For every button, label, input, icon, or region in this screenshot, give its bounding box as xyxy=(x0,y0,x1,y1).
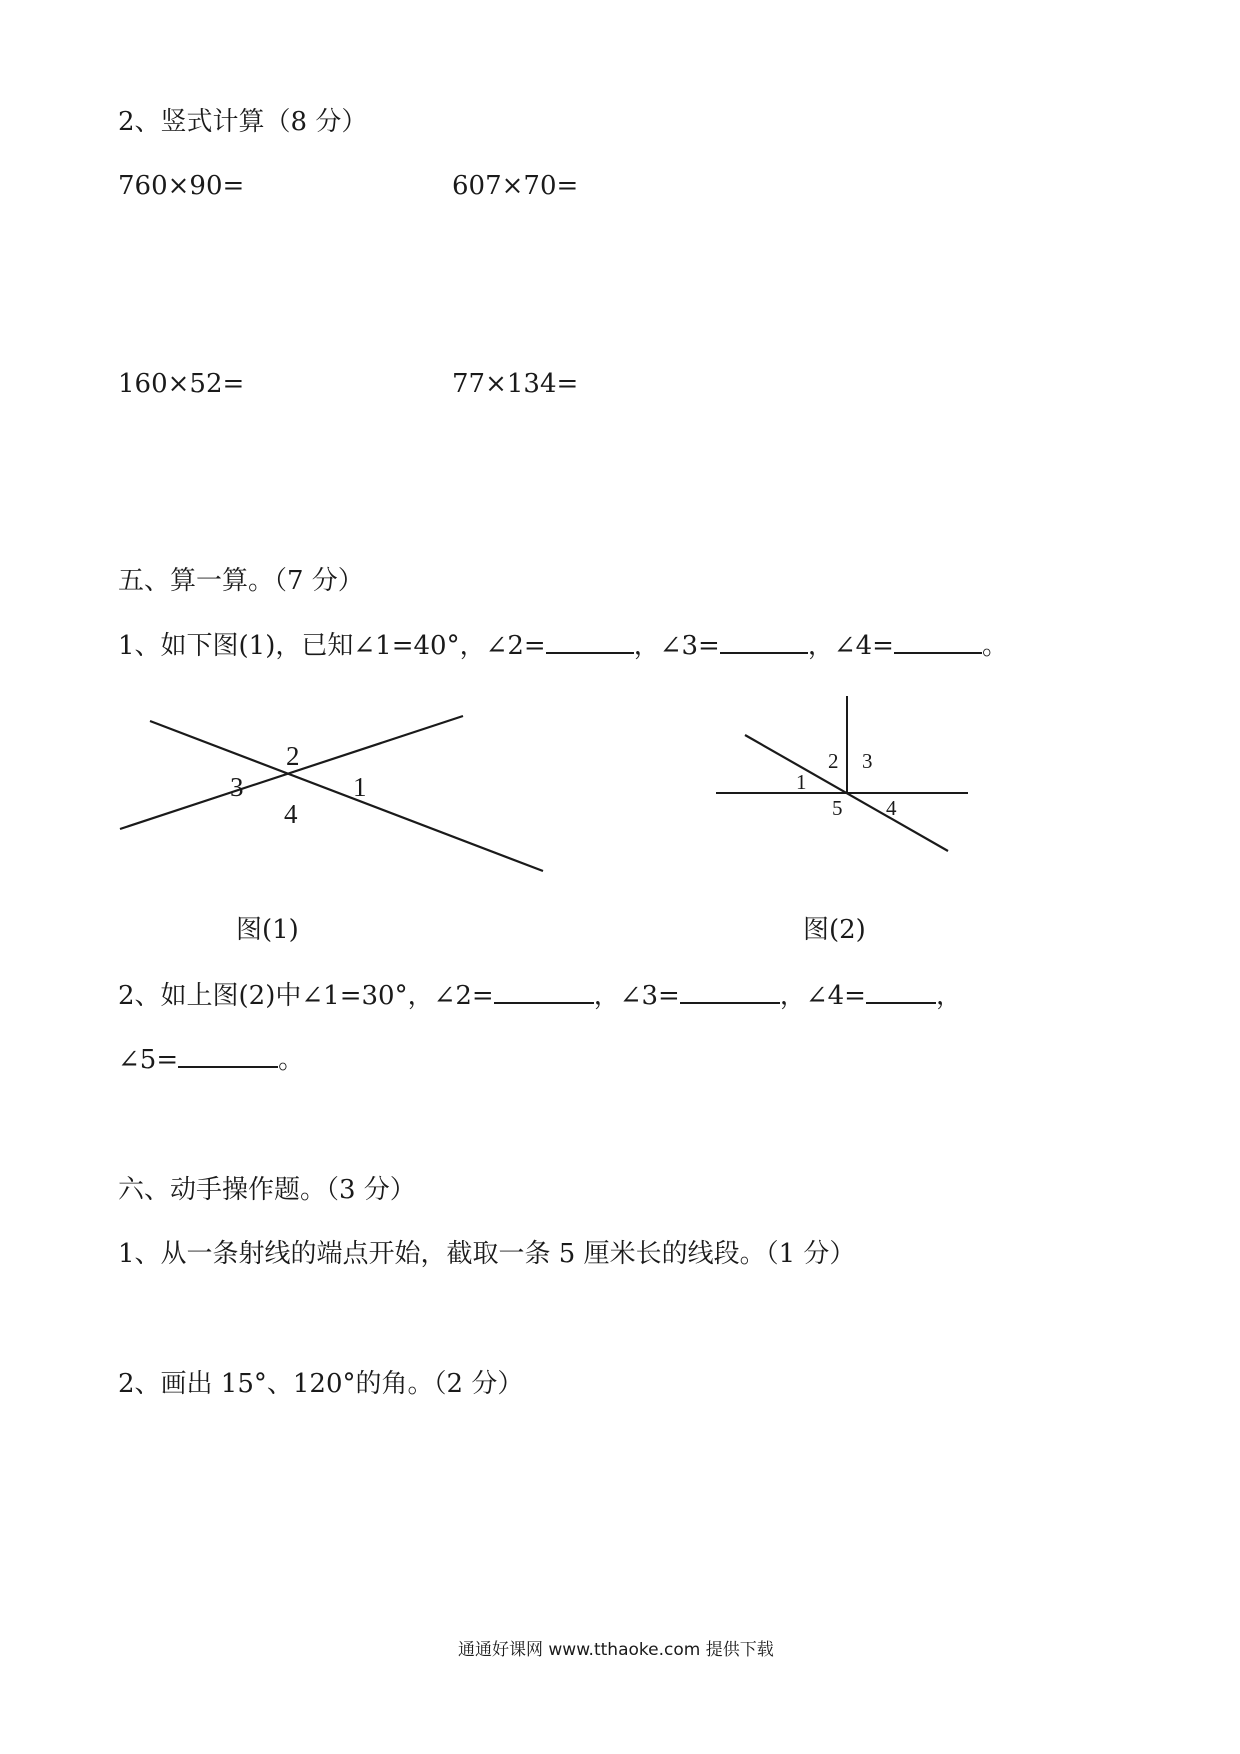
q2-stem: 2、如上图(2)中∠1=30°， xyxy=(118,981,434,1011)
q1-end: 。 xyxy=(981,631,1008,661)
fig1-line-a xyxy=(150,721,543,871)
fig2-label-1: 1 xyxy=(796,770,807,794)
section6-q2: 2、画出 15°、120°的角。（2 分） xyxy=(118,1369,524,1399)
figure-1-caption: 图(1) xyxy=(236,915,299,945)
q1-angle3-label: ∠3= xyxy=(659,631,720,661)
figure-2-caption: 图(2) xyxy=(803,915,866,945)
fig1-label-4: 4 xyxy=(284,799,298,829)
problem-77x134: 77×134= xyxy=(452,369,579,399)
q1-angle4-label: ∠4= xyxy=(833,631,894,661)
q2-angle2-label: ∠2= xyxy=(433,981,494,1011)
q2-angle2-blank[interactable] xyxy=(494,980,594,1004)
problem-760x90: 760×90= xyxy=(118,171,245,201)
q1-sep1: ， xyxy=(633,631,660,661)
q2-sep3: ， xyxy=(935,981,962,1011)
fig1-label-2: 2 xyxy=(286,741,300,771)
q1-sep2: ， xyxy=(807,631,834,661)
fig2-label-5: 5 xyxy=(832,796,843,820)
fig2-label-3: 3 xyxy=(862,749,873,773)
q2-angle3-blank[interactable] xyxy=(680,980,780,1004)
fig1-label-3: 3 xyxy=(230,772,244,802)
section6-q1: 1、从一条射线的端点开始，截取一条 5 厘米长的线段。（1 分） xyxy=(118,1239,856,1269)
problem-607x70: 607×70= xyxy=(452,171,579,201)
q2-angle4-label: ∠4= xyxy=(805,981,866,1011)
fig2-label-2: 2 xyxy=(828,749,839,773)
q2-angle3-label: ∠3= xyxy=(619,981,680,1011)
section5-heading: 五、算一算。（7 分） xyxy=(118,566,364,596)
q1-stem: 1、如下图(1)，已知∠1=40°， xyxy=(118,631,486,661)
q2-angle4-blank[interactable] xyxy=(866,980,936,1004)
section6-heading: 六、动手操作题。（3 分） xyxy=(118,1175,416,1205)
fig1-label-1: 1 xyxy=(353,772,367,802)
vertical-calc-heading: 2、竖式计算（8 分） xyxy=(118,107,368,137)
page-footer: 通通好课网 www.tthaoke.com 提供下载 xyxy=(458,1640,774,1660)
q2-angle5-label: ∠5= xyxy=(118,1045,179,1075)
q2-sep1: ， xyxy=(593,981,620,1011)
fig2-label-4: 4 xyxy=(886,796,897,820)
problem-160x52: 160×52= xyxy=(118,369,245,399)
q2-angle5-blank[interactable] xyxy=(178,1044,278,1068)
q2-sep2: ， xyxy=(779,981,806,1011)
q1-angle2-label: ∠2= xyxy=(485,631,546,661)
section5-q2 xyxy=(118,980,962,1012)
q2-end: 。 xyxy=(278,1045,305,1075)
section5-q2-cont xyxy=(118,1044,304,1076)
